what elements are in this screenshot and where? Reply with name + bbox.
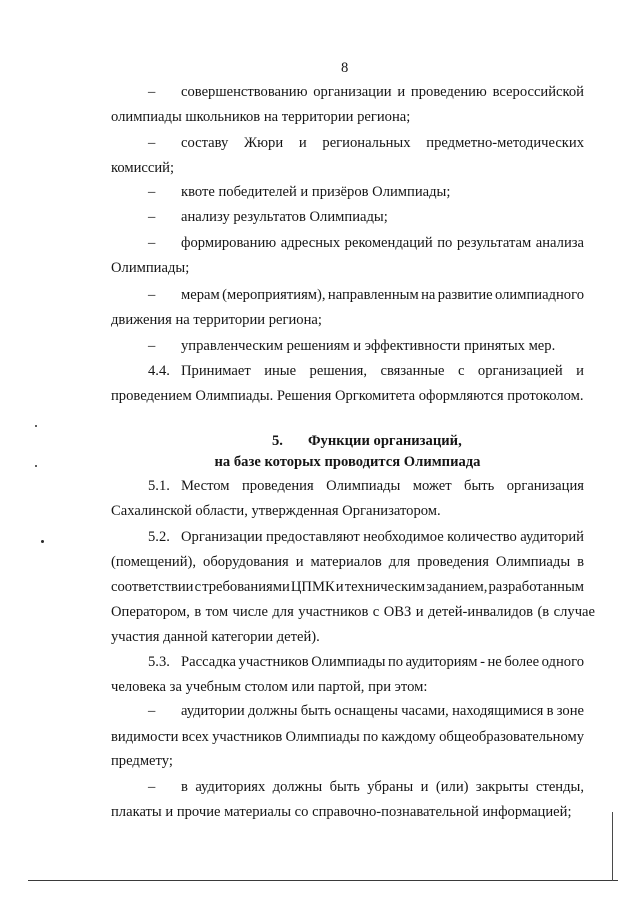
text-line: Принимает иные решения, связанные с организацией и xyxy=(181,363,584,379)
text-line: аудитории должны быть оснащены часами, находящимися в зоне xyxy=(181,703,585,719)
text-line: предмету; xyxy=(111,753,173,769)
list-dash: – xyxy=(148,779,156,795)
text-line: в аудиториях должны быть убраны и (или) закрыты стенды, xyxy=(181,779,584,795)
list-dash: – xyxy=(148,135,156,151)
section-number: 5. xyxy=(272,433,283,449)
clause-number: 5.1. xyxy=(148,478,170,494)
scan-speck xyxy=(35,465,37,467)
list-dash: – xyxy=(148,287,156,303)
list-dash: – xyxy=(148,703,156,719)
text-line: управленческим решениям и эффективности принятых мер. xyxy=(181,338,556,354)
text-line: Олимпиады; xyxy=(111,260,190,276)
list-dash: – xyxy=(148,184,156,200)
text-line: видимости всех участников Олимпиады по каждому общеобразовательному xyxy=(111,729,584,745)
section-heading-line: Функции организаций, xyxy=(308,433,462,449)
list-dash: – xyxy=(148,209,156,225)
text-line: квоте победителей и призёров Олимпиады; xyxy=(181,184,451,200)
text-line: олимпиады школьников на территории региона; xyxy=(111,109,411,125)
scan-speck xyxy=(35,425,37,427)
text-line: мерам (мероприятиям), направленным на развитие олимпиадного xyxy=(181,287,584,303)
page-number: 8 xyxy=(341,60,349,76)
text-line: плакаты и прочие материалы со справочно-познавательной информацией; xyxy=(111,804,572,820)
text-line: совершенствованию организации и проведению всероссийской xyxy=(181,84,584,100)
scan-edge-line xyxy=(612,812,613,881)
scan-speck xyxy=(41,540,44,543)
text-line: анализу результатов Олимпиады; xyxy=(181,209,388,225)
text-line: Сахалинской области, утвержденная Организатором. xyxy=(111,503,441,519)
text-line: составу Жюри и региональных предметно-методических xyxy=(181,135,584,151)
text-line: проведением Олимпиады. Решения Оргкомитета оформляются протоколом. xyxy=(111,388,584,404)
clause-number: 5.2. xyxy=(148,529,170,545)
text-line: (помещений), оборудования и материалов для проведения Олимпиады в xyxy=(111,554,584,570)
list-dash: – xyxy=(148,84,156,100)
text-line: комиссий; xyxy=(111,160,175,176)
list-dash: – xyxy=(148,338,156,354)
clause-number: 5.3. xyxy=(148,654,170,670)
text-line: формированию адресных рекомендаций по результатам анализа xyxy=(181,235,584,251)
text-line: участия данной категории детей). xyxy=(111,629,320,645)
text-line: движения на территории региона; xyxy=(111,312,322,328)
text-line: человека за учебным столом или партой, при этом: xyxy=(111,679,428,695)
clause-number: 4.4. xyxy=(148,363,170,379)
text-line: соответствии с требованиями ЦПМК и техническим заданием, разработанным xyxy=(111,579,584,595)
text-line: Организации предоставляют необходимое количество аудиторий xyxy=(181,529,584,545)
section-heading-line: на базе которых проводится Олимпиада xyxy=(214,454,481,470)
scan-edge-line xyxy=(28,880,618,881)
text-line: Местом проведения Олимпиады может быть организация xyxy=(181,478,584,494)
list-dash: – xyxy=(148,235,156,251)
text-line: Оператором, в том числе для участников с ОВЗ и детей-инвалидов (в случае xyxy=(111,604,595,620)
text-line: Рассадка участников Олимпиады по аудиториям - не более одного xyxy=(181,654,584,670)
